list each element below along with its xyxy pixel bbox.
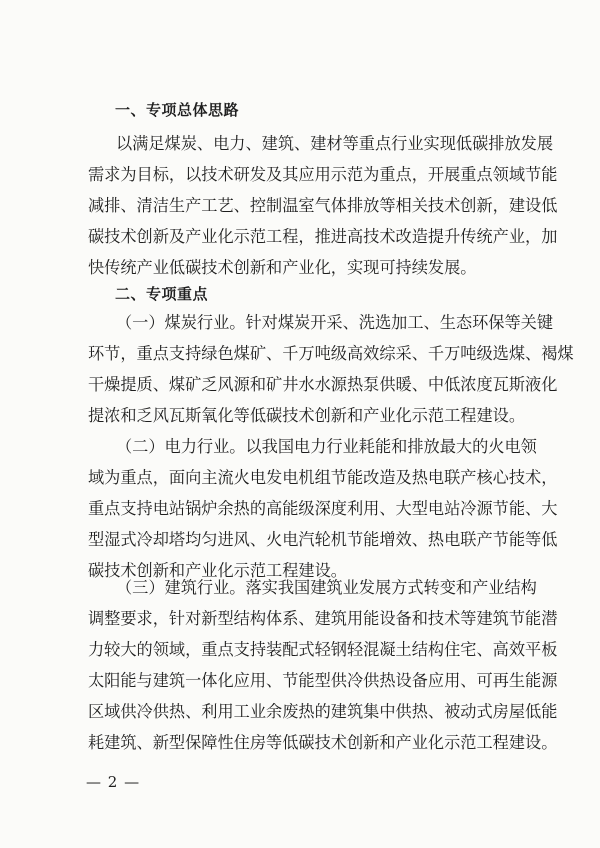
text-line: 力较大的领域，重点支持装配式轻钢轻混凝土结构住宅、高效平板 bbox=[88, 640, 558, 659]
text-line: （一）煤炭行业。针对煤炭开采、洗选加工、生态环保等关键 bbox=[116, 313, 554, 332]
text-line: 调整要求，针对新型结构体系、建筑用能设备和技术等建筑节能潜 bbox=[88, 609, 558, 628]
section-heading-approach: 一、专项总体思路 bbox=[115, 101, 240, 119]
paragraph-coal bbox=[88, 307, 574, 431]
text-line: 提浓和乏风瓦斯氧化等低碳技术创新和产业化示范工程建设。 bbox=[88, 406, 526, 425]
section-heading-priorities: 二、专项重点 bbox=[115, 285, 209, 303]
text-line: 需求为目标，以技术研发及其应用示范为重点，开展重点领域节能 bbox=[88, 165, 558, 184]
text-line: 碳技术创新及产业化示范工程，推进高技术改造提升传统产业，加 bbox=[88, 227, 558, 246]
text-line: 耗建筑、新型保障性住房等低碳技术创新和产业化示范工程建设。 bbox=[88, 733, 558, 752]
paragraph-approach bbox=[88, 128, 558, 283]
paragraph-building bbox=[88, 572, 558, 758]
text-line: 重点支持电站锅炉余热的高能级深度利用、大型电站冷源节能、大 bbox=[88, 499, 558, 518]
text-line: 区域供冷供热、利用工业余废热的建筑集中供热、被动式房屋低能 bbox=[88, 702, 558, 721]
text-line: 快传统产业低碳技术创新和产业化，实现可持续发展。 bbox=[88, 258, 477, 277]
text-line: 太阳能与建筑一体化应用、节能型供冷供热设备应用、可再生能源 bbox=[88, 671, 558, 690]
text-line: 环节，重点支持绿色煤矿、千万吨级高效综采、千万吨级选煤、褐煤 bbox=[88, 344, 574, 363]
text-line: 干燥提质、煤矿乏风源和矿井水水源热泵供暖、中低浓度瓦斯液化 bbox=[88, 375, 558, 394]
paragraph-power bbox=[88, 431, 558, 586]
text-line: （三）建筑行业。落实我国建筑业发展方式转变和产业结构 bbox=[116, 578, 537, 597]
text-line: 减排、清洁生产工艺、控制温室气体排放等相关技术创新，建设低 bbox=[88, 196, 558, 215]
text-line: （二）电力行业。以我国电力行业耗能和排放最大的火电领 bbox=[116, 437, 537, 456]
text-line: 型湿式冷却塔均匀进风、火电汽轮机节能增效、热电联产节能等低 bbox=[88, 530, 558, 549]
text-line: 碳技术创新和产业化示范工程建设。 bbox=[88, 561, 347, 580]
text-line: 以满足煤炭、电力、建筑、建材等重点行业实现低碳排放发展 bbox=[116, 134, 554, 153]
text-line: 域为重点，面向主流火电发电机组节能改造及热电联产核心技术， bbox=[88, 468, 558, 487]
page-number: — 2 — bbox=[86, 773, 141, 791]
